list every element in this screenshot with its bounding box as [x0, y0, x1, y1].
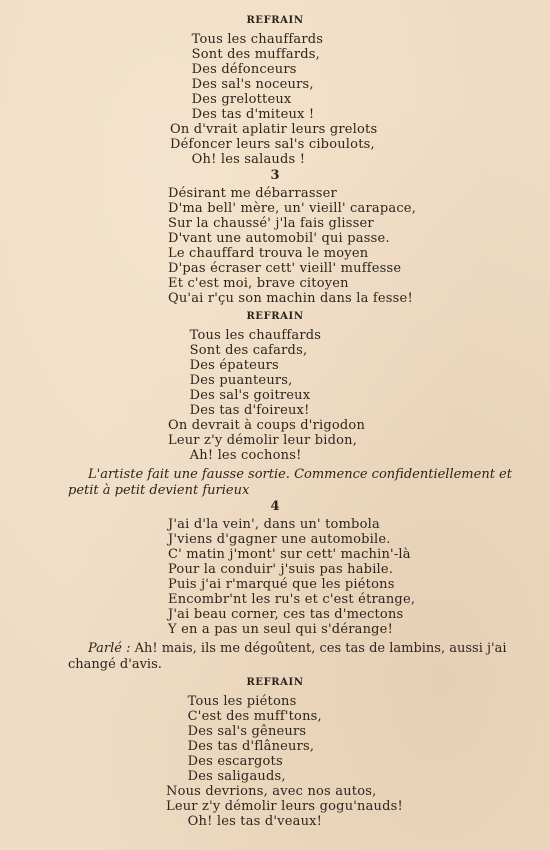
refrain-2-line: Ah! les cochons!: [168, 448, 302, 463]
refrain-1-line: Des défonceurs: [170, 62, 297, 77]
stanza-4-number: 4: [270, 499, 280, 514]
refrain-1-line: Oh! les salauds !: [170, 152, 306, 167]
refrain-2-line: Des tas d'foireux!: [168, 403, 310, 418]
refrain-1-line: Défoncer leurs sal's ciboulots,: [170, 137, 375, 152]
refrain-3-line: C'est des muff'tons,: [166, 709, 322, 724]
refrain-1-line: Tous les chauffards: [170, 32, 324, 47]
stage-direction-text: L'artiste fait une fausse sortie. Commence confidentiellement et petit à petit devient furieux: [68, 467, 512, 498]
stanza-3-line: D'pas écraser cett' vieill' muffesse: [168, 261, 402, 276]
refrain-3-line: Des sal's gêneurs: [166, 724, 307, 739]
stanza-3-line: Le chauffard trouva le moyen: [168, 246, 369, 261]
refrain-3: [166, 694, 550, 829]
refrain-heading-1: REFRAIN: [246, 15, 304, 26]
refrain-2-line: Sont des cafards,: [168, 343, 308, 358]
refrain-3-line: Leur z'y démolir leurs gogu'nauds!: [166, 799, 403, 814]
stanza-3-line: Sur la chaussé' j'la fais glisser: [168, 216, 374, 231]
refrain-3-line: Nous devrions, avec nos autos,: [166, 784, 377, 799]
stanza-4-line: J'ai d'la vein', dans un' tombola: [168, 517, 380, 532]
refrain-heading-3: REFRAIN: [246, 677, 304, 688]
stanza-4: [168, 517, 550, 637]
parle-text: Ah! mais, ils me dégoûtent, ces tas de lambins, aussi j'ai changé d'avis.: [68, 641, 507, 672]
refrain-3-line: Des tas d'flâneurs,: [166, 739, 315, 754]
refrain-2-line: Des épateurs: [168, 358, 279, 373]
stanza-4-line: J'ai beau corner, ces tas d'mectons: [168, 607, 404, 622]
refrain-1-line: On d'vrait aplatir leurs grelots: [170, 122, 378, 137]
refrain-3-line: Oh! les tas d'veaux!: [166, 814, 323, 829]
refrain-heading-2: REFRAIN: [246, 311, 304, 322]
stanza-3-line: D'ma bell' mère, un' vieill' carapace,: [168, 201, 417, 216]
refrain-1-line: Des grelotteux: [170, 92, 292, 107]
stanza-3: [168, 186, 550, 306]
refrain-1: [170, 32, 550, 167]
stage-direction: [0, 467, 550, 498]
stanza-4-line: Puis j'ai r'marqué que les piétons: [168, 577, 395, 592]
refrain-2-line: Des puanteurs,: [168, 373, 293, 388]
refrain-2-line: Des sal's goitreux: [168, 388, 311, 403]
refrain-2-line: Leur z'y démolir leur bidon,: [168, 433, 358, 448]
refrain-1-line: Sont des muffards,: [170, 47, 320, 62]
refrain-2: [168, 328, 550, 463]
stanza-3-line: Désirant me débarrasser: [168, 186, 337, 201]
spoken-passage: [0, 641, 550, 672]
refrain-3-line: Des saligauds,: [166, 769, 286, 784]
stanza-4-line: C' matin j'mont' sur cett' machin'-là: [168, 547, 411, 562]
refrain-1-line: Des sal's noceurs,: [170, 77, 314, 92]
stanza-4-line: Pour la conduir' j'suis pas habile.: [168, 562, 394, 577]
refrain-2-line: Tous les chauffards: [168, 328, 322, 343]
stanza-3-line: Qu'ai r'çu son machin dans la fesse!: [168, 291, 413, 306]
stanza-3-line: D'vant une automobil' qui passe.: [168, 231, 390, 246]
refrain-2-line: On devrait à coups d'rigodon: [168, 418, 366, 433]
refrain-3-line: Tous les piétons: [166, 694, 297, 709]
parle-label: Parlé :: [88, 641, 131, 656]
stanza-4-line: J'viens d'gagner une automobile.: [168, 532, 391, 547]
refrain-3-line: Des escargots: [166, 754, 283, 769]
stanza-4-line: Encombr'nt les ru's et c'est étrange,: [168, 592, 416, 607]
stanza-3-line: Et c'est moi, brave citoyen: [168, 276, 349, 291]
stanza-4-line: Y en a pas un seul qui s'dérange!: [168, 622, 393, 637]
stanza-3-number: 3: [270, 168, 280, 183]
refrain-1-line: Des tas d'miteux !: [170, 107, 315, 122]
